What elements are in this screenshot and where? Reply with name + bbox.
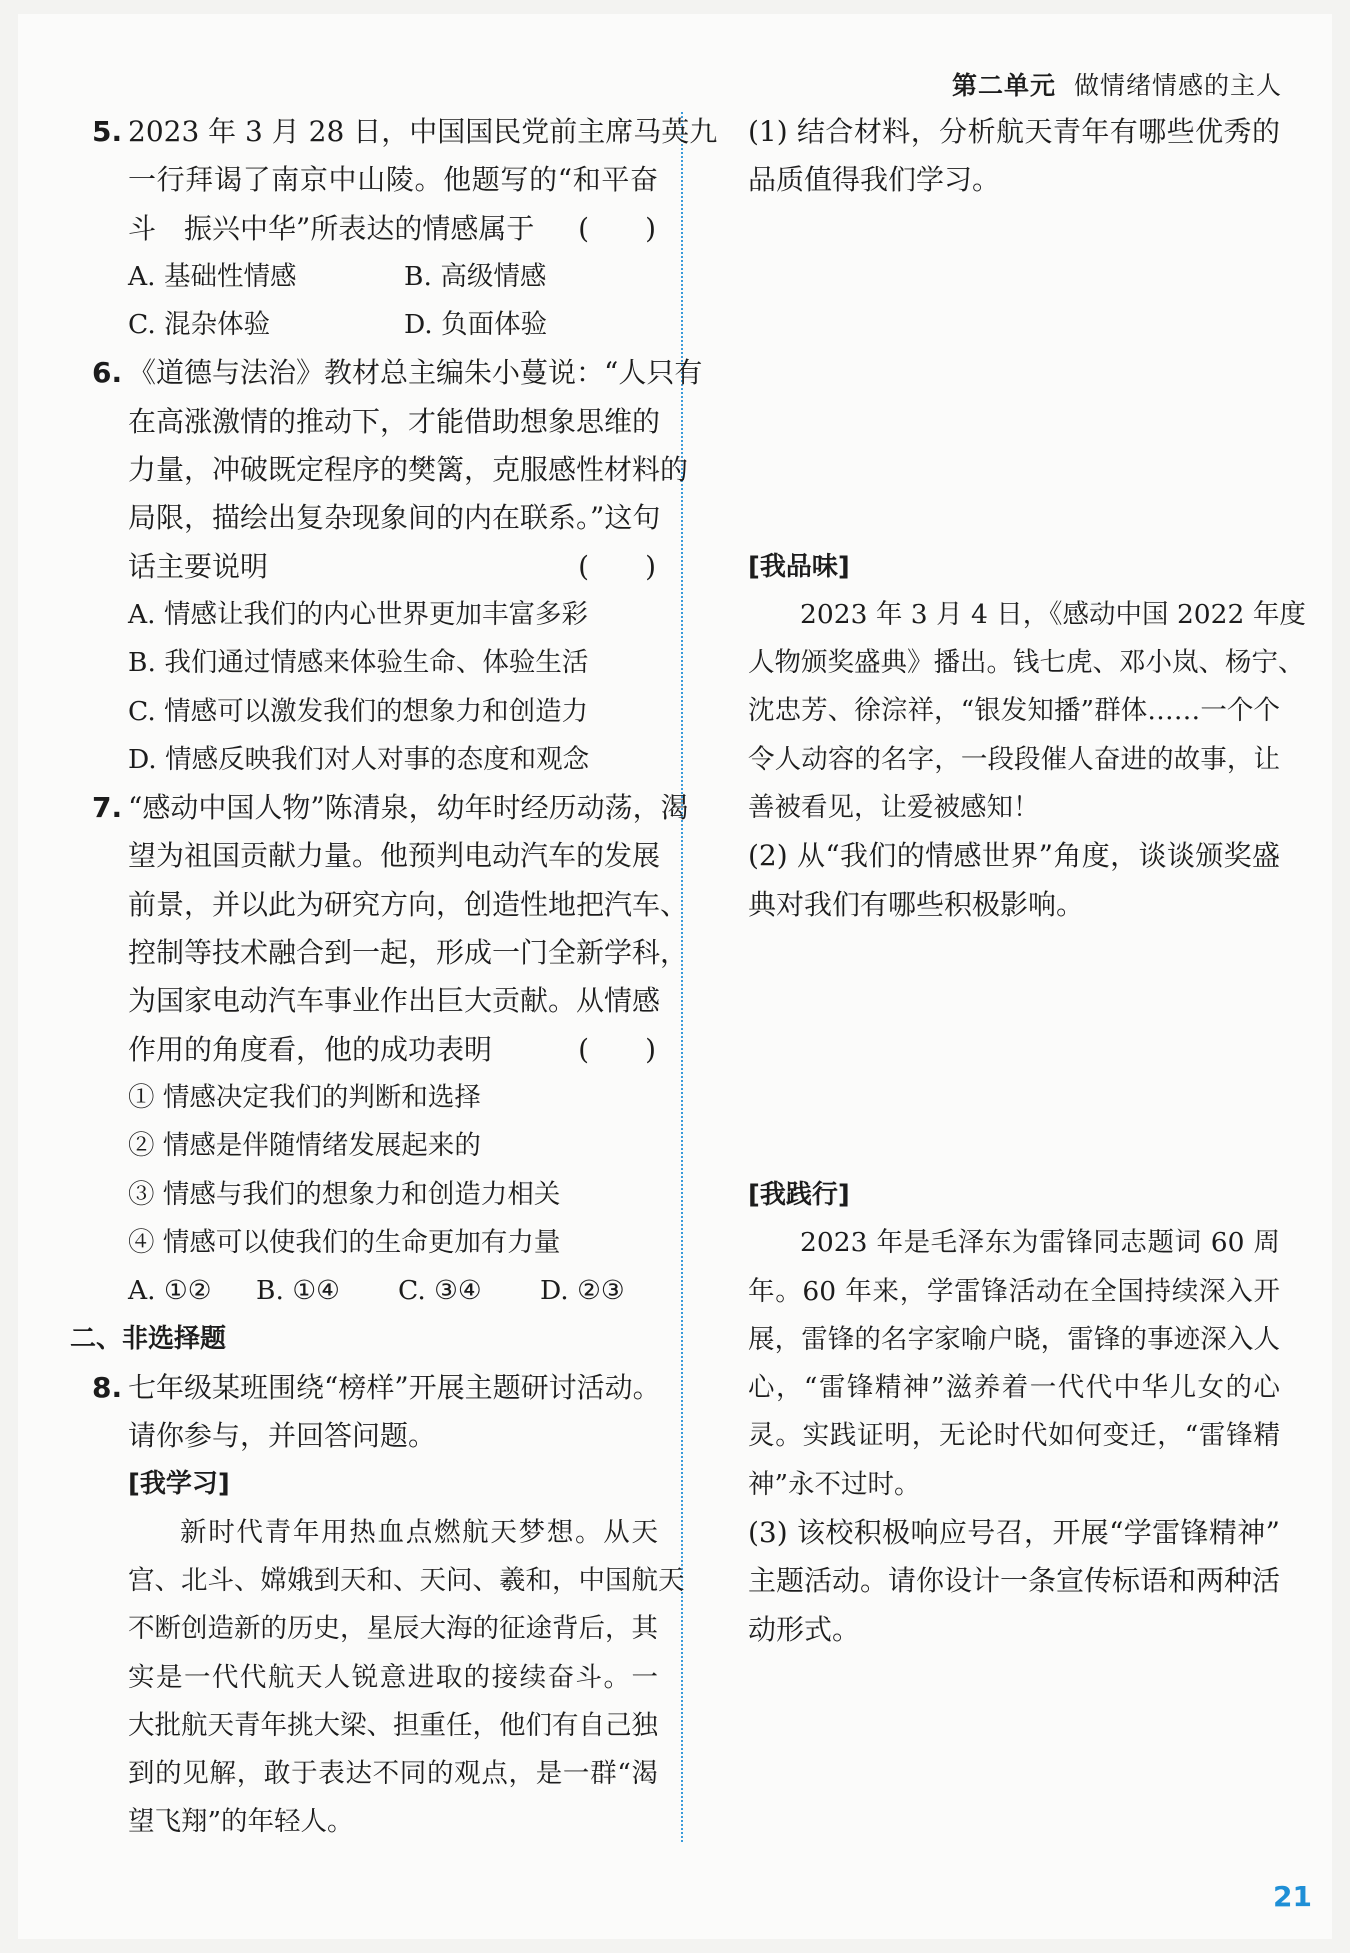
question-7 [92, 784, 689, 1074]
question-text-line: 主题活动。请你设计一条宣传标语和两种活 [748, 1564, 1281, 1598]
question-text-line: 斗 振兴中华”所表达的情感属于 [128, 211, 535, 245]
options-row [92, 253, 658, 301]
question-number: 8. [92, 1370, 123, 1404]
question-number: 6. [92, 356, 123, 390]
option-d: D. 情感反映我们对人对事的态度和观念 [128, 743, 590, 775]
statement-item: ② 情感是伴随情绪发展起来的 [128, 1130, 481, 1162]
option-d: D. ②③ [540, 1275, 625, 1307]
option-d: D. 负面体验 [404, 309, 548, 341]
question-text-line: 作用的角度看，他的成功表明 [128, 1032, 493, 1066]
section-title: 二、非选择题 [70, 1324, 227, 1355]
chapter-title: 做情绪情感的主人 [1073, 71, 1282, 100]
question-text-line: 力量，冲破既定程序的樊篱，克服感性材料的 [128, 453, 689, 487]
question-text-line: (3) 该校积极响应号召，开展“学雷锋精神” [748, 1516, 1280, 1550]
option-a: A. 基础性情感 [128, 260, 297, 292]
section-tag-learn: [我学习] [128, 1469, 230, 1500]
option-b: B. ①④ [256, 1275, 340, 1307]
sub-question-3 [748, 1509, 1280, 1654]
statement-item: ③ 情感与我们的想象力和创造力相关 [128, 1178, 561, 1210]
question-text-line: 控制等技术融合到一起，形成一门全新学科， [128, 936, 689, 970]
option-a: A. 情感让我们的内心世界更加丰富多彩 [128, 598, 588, 630]
question-8 [92, 1364, 685, 1847]
option-c: C. ③④ [398, 1275, 482, 1307]
option-c: C. 混杂体验 [128, 309, 271, 341]
question-text-line: 典对我们有哪些积极影响。 [748, 887, 1085, 921]
question-text-line: 前景，并以此为研究方向，创造性地把汽车、 [128, 887, 689, 921]
question-text-line: 七年级某班围绕“榜样”开展主题研讨活动。 [128, 1370, 661, 1404]
sub-question-1 [748, 108, 1280, 205]
option-b: B. 我们通过情感来体验生命、体验生活 [128, 647, 589, 679]
statement-item: ① 情感决定我们的判断和选择 [128, 1081, 481, 1113]
options-row [92, 301, 658, 349]
option-a: A. ①② [128, 1275, 212, 1307]
unit-label: 第二单元 [951, 71, 1056, 100]
question-text-line: 在高涨激情的推动下，才能借助想象思维的 [128, 404, 661, 438]
page-header [952, 66, 1282, 102]
answer-blank: ( ) [578, 549, 656, 583]
section-tag-practice: [我践行] [748, 1179, 850, 1210]
answer-blank: ( ) [578, 211, 656, 245]
question-text-line: 动形式。 [748, 1612, 861, 1646]
question-text-line: 局限，描绘出复杂现象间的内在联系。”这句 [128, 501, 661, 535]
left-column [70, 108, 718, 1847]
reading-passage: 新时代青年用热血点燃航天梦想。从天 宫、北斗、嫦娥到天和、天问、羲和，中国航天 不断创造新的历史，星辰大海的征途背后，其 实是一代代航天人锐意进取的接续奋斗。一 大批航天青年挑大梁、担重任，他们有自己独 到的见解，敢于表达不同的观点，是一群“渴 望飞翔”的年轻人。 [128, 1516, 685, 1838]
reading-passage: 2023 年 3 月 4 日，《感动中国 2022 年度 人物颁奖盛典》播出。钱七虎、邓小岚、杨宁、 沈忠芳、徐淙祥，“银发知播”群体……一个个 令人动容的名字，一段段催人奋进的故事，让 善被看见，让爱被感知！ [748, 598, 1306, 824]
sub-question-2 [748, 832, 1280, 929]
question-text-line: 品质值得我们学习。 [748, 163, 1001, 197]
question-text-line: 一行拜谒了南京中山陵。他题写的“和平奋 [128, 163, 658, 197]
question-text-line: 话主要说明 [128, 549, 269, 583]
right-column [748, 108, 1306, 1654]
question-text-line: 《道德与法治》教材总主编朱小蔓说：“人只有 [128, 356, 703, 390]
question-text-line: (1) 结合材料，分析航天青年有哪些优秀的 [748, 115, 1280, 148]
option-b: B. 高级情感 [404, 260, 547, 292]
answer-space [748, 929, 1280, 1171]
question-5 [92, 108, 718, 253]
option-c: C. 情感可以激发我们的想象力和创造力 [128, 695, 589, 727]
answer-blank: ( ) [578, 1032, 656, 1066]
question-text-line: “感动中国人物”陈清泉，幼年时经历动荡，渴 [128, 791, 689, 825]
question-text-line: 2023 年 3 月 28 日，中国国民党前主席马英九 [128, 115, 718, 148]
page-number: 21 [1273, 1880, 1312, 1913]
section-tag-appreciate: [我品味] [748, 551, 850, 582]
question-number: 5. [92, 115, 123, 148]
question-text-line: 望为祖国贡献力量。他预判电动汽车的发展 [128, 839, 661, 873]
question-text-line: (2) 从“我们的情感世界”角度，谈谈颁奖盛 [748, 839, 1280, 873]
question-text-line: 请你参与，并回答问题。 [128, 1419, 437, 1453]
statement-item: ④ 情感可以使我们的生命更加有力量 [128, 1226, 561, 1258]
options-row [92, 1267, 658, 1315]
question-number: 7. [92, 791, 123, 825]
reading-passage: 2023 年是毛泽东为雷锋同志题词 60 周 年。60 年来，学雷锋活动在全国持续深入开 展，雷锋的名字家喻户晓，雷锋的事迹深入人 心，“雷锋精神”滋养着一代代中华儿女的心 灵。实践证明，无论时代如何变迁，“雷锋精 神”永不过时。 [748, 1227, 1280, 1500]
answer-space [748, 205, 1280, 543]
question-text-line: 为国家电动汽车事业作出巨大贡献。从情感 [128, 984, 661, 1018]
question-6 [92, 349, 703, 590]
